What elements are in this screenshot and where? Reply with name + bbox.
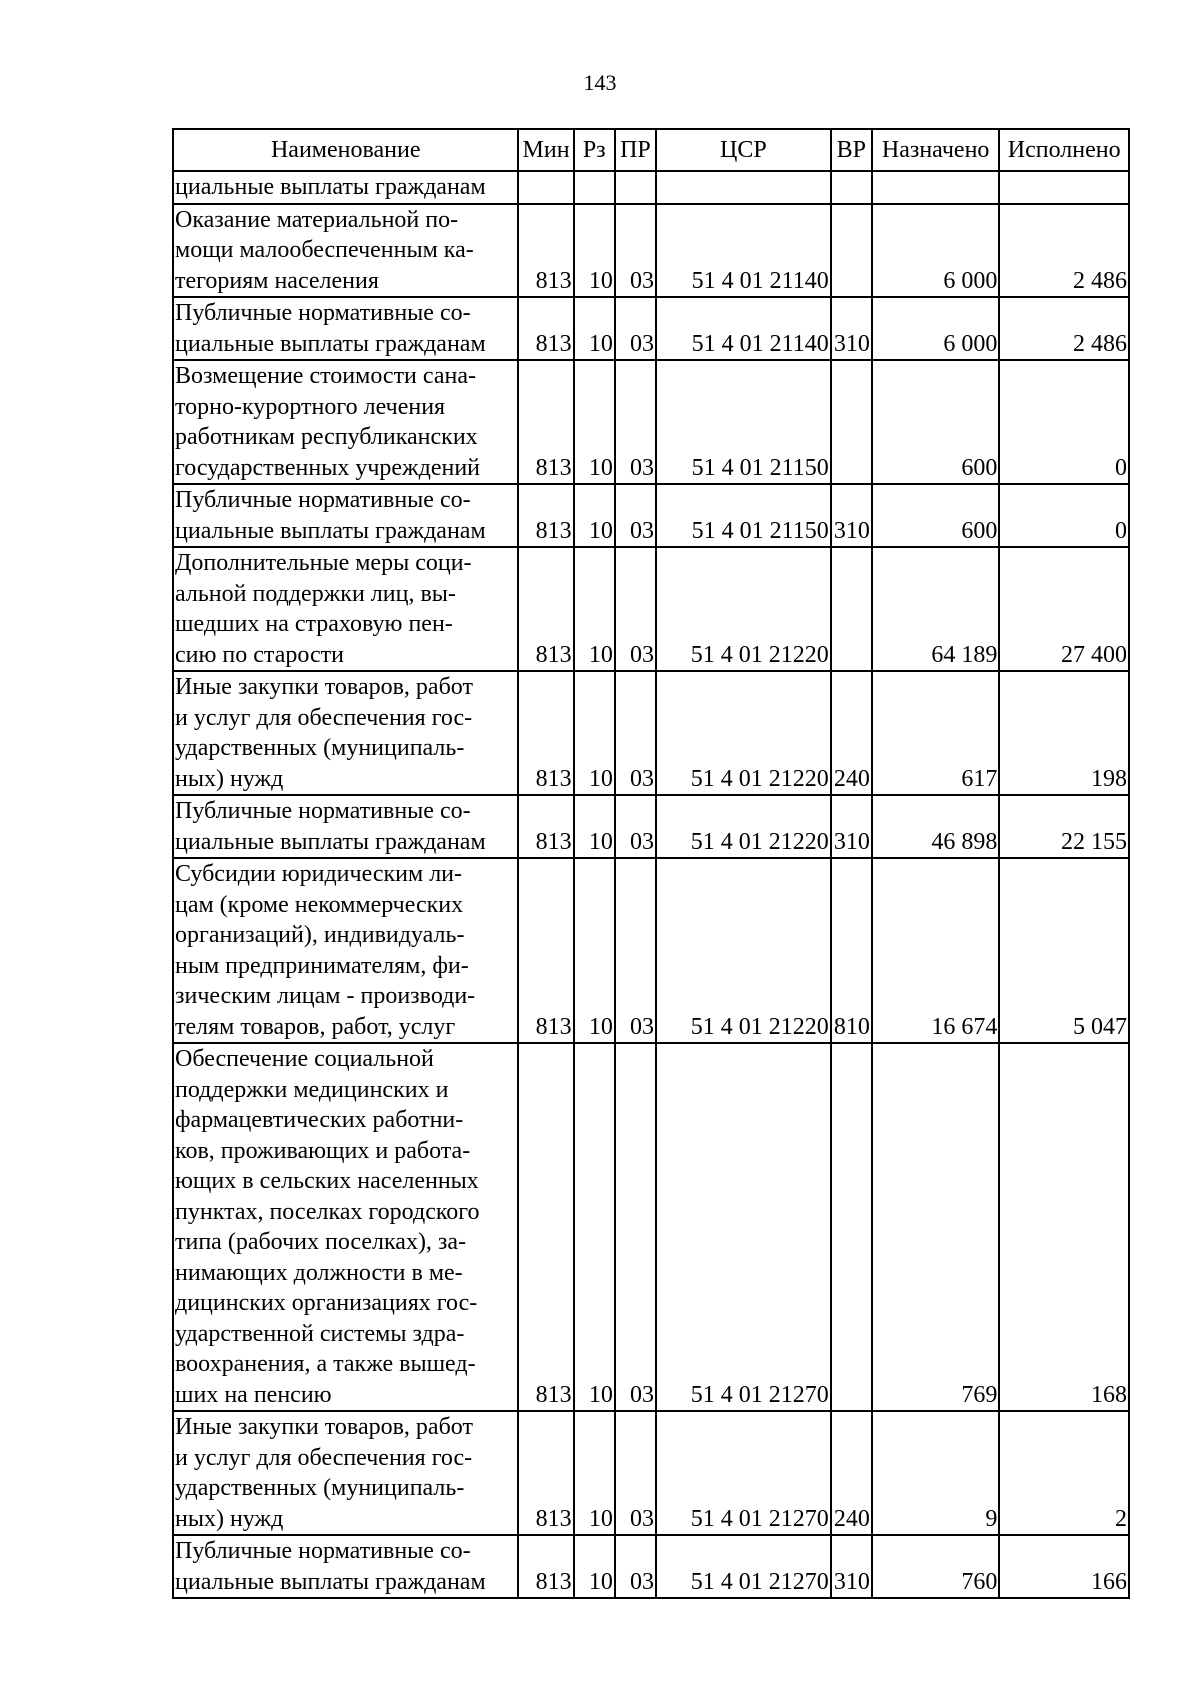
name-line: торно-курортного лечения <box>175 393 446 420</box>
cell-name <box>173 1411 518 1535</box>
cell-csr: 51 4 01 21270 <box>656 1535 831 1598</box>
cell-name <box>173 204 518 298</box>
budget-table <box>172 128 1130 1599</box>
name-line: циальные выплаты гражданам <box>175 330 486 357</box>
cell-isp: 0 <box>999 484 1129 547</box>
name-line: телям товаров, работ, услуг <box>175 1013 456 1040</box>
cell-vr <box>831 1043 872 1411</box>
table-row <box>173 1043 1129 1411</box>
cell-csr <box>656 171 831 204</box>
name-line: Обеспечение социальной <box>175 1046 434 1072</box>
table-row <box>173 671 1129 795</box>
cell-pr: 03 <box>615 484 656 547</box>
cell-rz: 10 <box>574 858 615 1043</box>
cell-min: 813 <box>518 858 573 1043</box>
name-line: циальные выплаты гражданам <box>175 828 486 855</box>
name-line: зическим лицам - производи- <box>175 983 476 1009</box>
cell-name <box>173 297 518 360</box>
name-line: ших на пенсию <box>175 1381 332 1408</box>
cell-min: 813 <box>518 795 573 858</box>
cell-rz: 10 <box>574 1411 615 1535</box>
header-name: Наименование <box>173 129 518 171</box>
cell-isp: 166 <box>999 1535 1129 1598</box>
cell-csr: 51 4 01 21150 <box>656 484 831 547</box>
name-line: дицинских организациях гос- <box>175 1290 478 1316</box>
cell-vr: 810 <box>831 858 872 1043</box>
cell-csr: 51 4 01 21150 <box>656 360 831 484</box>
cell-naz: 617 <box>872 671 1000 795</box>
name-line: и услуг для обеспечения гос- <box>175 704 473 731</box>
cell-vr: 310 <box>831 484 872 547</box>
cell-vr <box>831 360 872 484</box>
cell-name <box>173 484 518 547</box>
name-line: Публичные нормативные со- <box>175 798 471 824</box>
cell-vr <box>831 204 872 298</box>
cell-rz: 10 <box>574 1535 615 1598</box>
cell-csr: 51 4 01 21220 <box>656 858 831 1043</box>
page-number: 143 <box>583 70 617 95</box>
cell-naz <box>872 171 1000 204</box>
name-line: и услуг для обеспечения гос- <box>175 1444 473 1471</box>
cell-min: 813 <box>518 204 573 298</box>
name-line: Оказание материальной по- <box>175 206 459 233</box>
header-pr: ПР <box>615 129 656 171</box>
cell-isp: 168 <box>999 1043 1129 1411</box>
header-row <box>173 129 1129 171</box>
cell-vr: 240 <box>831 671 872 795</box>
cell-isp: 5 047 <box>999 858 1129 1043</box>
cell-min <box>518 171 573 204</box>
table-row <box>173 1535 1129 1598</box>
cell-rz: 10 <box>574 547 615 671</box>
name-line: ударственной системы здра- <box>175 1320 465 1347</box>
name-line: ных) нужд <box>175 1505 284 1532</box>
cell-naz: 46 898 <box>872 795 1000 858</box>
cell-min: 813 <box>518 297 573 360</box>
header-naz: Назначено <box>872 129 1000 171</box>
name-line: пунктах, поселках городского <box>175 1198 480 1225</box>
header-isp: Исполнено <box>999 129 1129 171</box>
cell-min: 813 <box>518 1535 573 1598</box>
cell-name <box>173 547 518 671</box>
cell-rz: 10 <box>574 795 615 858</box>
name-line: Дополнительные меры соци- <box>175 550 472 576</box>
name-line: работникам республиканских <box>175 424 478 450</box>
cell-isp: 198 <box>999 671 1129 795</box>
table-row <box>173 858 1129 1043</box>
name-line: тегориям населения <box>175 267 379 294</box>
name-line: государственных учреждений <box>175 454 481 481</box>
cell-vr: 310 <box>831 297 872 360</box>
name-line: ударственных (муниципаль- <box>175 1475 465 1501</box>
cell-rz: 10 <box>574 297 615 360</box>
name-line: Субсидии юридическим ли- <box>175 861 463 887</box>
table-body <box>173 171 1129 1598</box>
cell-csr: 51 4 01 21270 <box>656 1043 831 1411</box>
cell-rz: 10 <box>574 1043 615 1411</box>
cell-isp <box>999 171 1129 204</box>
cell-isp: 2 <box>999 1411 1129 1535</box>
table-row <box>173 795 1129 858</box>
cell-csr: 51 4 01 21270 <box>656 1411 831 1535</box>
name-line: альной поддержки лиц, вы- <box>175 580 456 607</box>
name-line: ющих в сельских населенных <box>175 1168 479 1194</box>
cell-rz: 10 <box>574 360 615 484</box>
name-line: нимающих должности в ме- <box>175 1259 463 1286</box>
name-line: Возмещение стоимости сана- <box>175 363 476 389</box>
cell-isp: 2 486 <box>999 297 1129 360</box>
cell-naz: 64 189 <box>872 547 1000 671</box>
cell-rz: 10 <box>574 484 615 547</box>
name-line: ных) нужд <box>175 765 284 792</box>
cell-min: 813 <box>518 1043 573 1411</box>
header-min: Мин <box>518 129 573 171</box>
table-header <box>173 129 1129 171</box>
cell-naz: 6 000 <box>872 297 1000 360</box>
cell-min: 813 <box>518 484 573 547</box>
cell-csr: 51 4 01 21140 <box>656 297 831 360</box>
cell-pr: 03 <box>615 297 656 360</box>
table-row <box>173 484 1129 547</box>
cell-csr: 51 4 01 21220 <box>656 547 831 671</box>
cell-pr: 03 <box>615 1043 656 1411</box>
cell-min: 813 <box>518 671 573 795</box>
cell-naz: 9 <box>872 1411 1000 1535</box>
table-row <box>173 297 1129 360</box>
name-line: организаций), индивидуаль- <box>175 922 465 948</box>
cell-name <box>173 1535 518 1598</box>
table-row <box>173 1411 1129 1535</box>
name-line: цам (кроме некоммерческих <box>175 891 464 918</box>
cell-pr: 03 <box>615 795 656 858</box>
cell-name <box>173 360 518 484</box>
cell-pr: 03 <box>615 360 656 484</box>
cell-csr: 51 4 01 21220 <box>656 671 831 795</box>
name-line: воохранения, а также вышед- <box>175 1351 476 1377</box>
cell-naz: 600 <box>872 360 1000 484</box>
cell-isp: 0 <box>999 360 1129 484</box>
header-vr: ВР <box>831 129 872 171</box>
cell-pr: 03 <box>615 204 656 298</box>
name-line: Публичные нормативные со- <box>175 300 471 326</box>
cell-vr: 240 <box>831 1411 872 1535</box>
cell-pr: 03 <box>615 1411 656 1535</box>
table-row <box>173 204 1129 298</box>
cell-rz <box>574 171 615 204</box>
cell-name <box>173 795 518 858</box>
cell-vr <box>831 171 872 204</box>
name-line: Публичные нормативные со- <box>175 487 471 513</box>
header-rz: Рз <box>574 129 615 171</box>
cell-naz: 760 <box>872 1535 1000 1598</box>
cell-min: 813 <box>518 1411 573 1535</box>
cell-min: 813 <box>518 360 573 484</box>
name-line: циальные выплаты гражданам <box>175 517 486 544</box>
cell-rz: 10 <box>574 204 615 298</box>
cell-pr: 03 <box>615 671 656 795</box>
cell-naz: 16 674 <box>872 858 1000 1043</box>
cell-pr <box>615 171 656 204</box>
name-line: поддержки медицинских и <box>175 1076 449 1103</box>
cell-isp: 22 155 <box>999 795 1129 858</box>
cell-naz: 6 000 <box>872 204 1000 298</box>
name-line: Иные закупки товаров, работ <box>175 1414 473 1440</box>
cell-pr: 03 <box>615 547 656 671</box>
cell-pr: 03 <box>615 1535 656 1598</box>
name-line: циальные выплаты гражданам <box>175 1568 486 1595</box>
name-line: ударственных (муниципаль- <box>175 735 465 761</box>
cell-min: 813 <box>518 547 573 671</box>
cell-vr: 310 <box>831 1535 872 1598</box>
table-row <box>173 547 1129 671</box>
cell-name <box>173 858 518 1043</box>
name-line: сию по старости <box>175 641 344 668</box>
name-line: циальные выплаты гражданам <box>175 174 486 200</box>
table-row <box>173 171 1129 204</box>
table-row <box>173 360 1129 484</box>
name-line: ным предпринимателям, фи- <box>175 952 469 979</box>
cell-csr: 51 4 01 21140 <box>656 204 831 298</box>
name-line: шедших на страховую пен- <box>175 611 453 637</box>
cell-rz: 10 <box>574 671 615 795</box>
header-csr: ЦСР <box>656 129 831 171</box>
cell-vr <box>831 547 872 671</box>
name-line: ков, проживающих и работа- <box>175 1137 471 1164</box>
name-line: фармацевтических работни- <box>175 1107 464 1133</box>
name-line: типа (рабочих поселках), за- <box>175 1229 467 1255</box>
cell-name <box>173 1043 518 1411</box>
cell-vr: 310 <box>831 795 872 858</box>
name-line: Публичные нормативные со- <box>175 1538 471 1564</box>
cell-name <box>173 671 518 795</box>
cell-pr: 03 <box>615 858 656 1043</box>
cell-csr: 51 4 01 21220 <box>656 795 831 858</box>
cell-naz: 600 <box>872 484 1000 547</box>
cell-isp: 2 486 <box>999 204 1129 298</box>
cell-naz: 769 <box>872 1043 1000 1411</box>
name-line: Иные закупки товаров, работ <box>175 674 473 700</box>
cell-isp: 27 400 <box>999 547 1129 671</box>
name-line: мощи малообеспеченным ка- <box>175 237 474 263</box>
cell-name <box>173 171 518 204</box>
